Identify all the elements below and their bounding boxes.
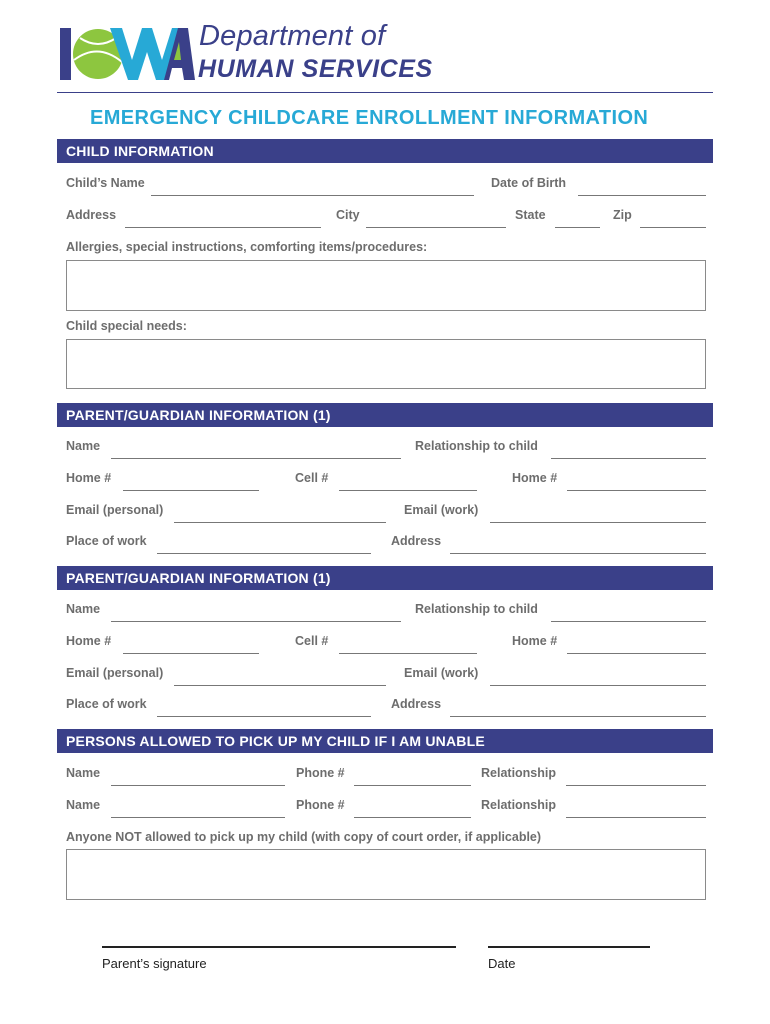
guardian1-email-work-label: Email (work) — [404, 503, 479, 517]
guardian2-cell-field[interactable] — [339, 653, 477, 654]
guardian2-place-of-work-label: Place of work — [66, 697, 147, 711]
pickup2-phone-field[interactable] — [354, 817, 471, 818]
guardian2-relationship-field[interactable] — [551, 621, 706, 622]
iowa-logo — [60, 20, 195, 82]
pickup2-relationship-field[interactable] — [566, 817, 706, 818]
guardian1-relationship-field[interactable] — [551, 458, 706, 459]
guardian1-home2-label: Home # — [512, 471, 558, 485]
not-allowed-textarea[interactable] — [66, 849, 706, 900]
guardian2-home2-label: Home # — [512, 634, 558, 648]
guardian2-home-field[interactable] — [123, 653, 259, 654]
pickup2-phone-label: Phone # — [296, 798, 345, 812]
date-of-birth-label: Date of Birth — [491, 176, 566, 190]
not-allowed-label: Anyone NOT allowed to pick up my child (with copy of court order, if applicable) — [66, 830, 542, 844]
logo-letter-i — [60, 28, 71, 80]
pickup1-relationship-field[interactable] — [566, 785, 706, 786]
child-address-label: Address — [66, 208, 117, 222]
signature-date-label: Date — [488, 956, 516, 971]
child-address-field[interactable] — [125, 227, 321, 228]
guardian1-email-work-field[interactable] — [490, 522, 706, 523]
guardian1-email-personal-field[interactable] — [174, 522, 386, 523]
pickup1-phone-field[interactable] — [354, 785, 471, 786]
section-pickup-persons: PERSONS ALLOWED TO PICK UP MY CHILD IF I AM UNABLE — [57, 729, 713, 753]
date-of-birth-field[interactable] — [578, 195, 706, 196]
section-child-information: CHILD INFORMATION — [57, 139, 713, 163]
pickup1-phone-label: Phone # — [296, 766, 345, 780]
guardian2-email-work-field[interactable] — [490, 685, 706, 686]
guardian2-home-label: Home # — [66, 634, 112, 648]
guardian2-email-work-label: Email (work) — [404, 666, 479, 680]
child-zip-label: Zip — [613, 208, 632, 222]
guardian1-home-label: Home # — [66, 471, 112, 485]
guardian1-cell-label: Cell # — [295, 471, 329, 485]
allergies-label: Allergies, special instructions, comforting items/procedures: — [66, 240, 428, 254]
pickup2-name-label: Name — [66, 798, 101, 812]
guardian2-name-field[interactable] — [111, 621, 401, 622]
section-guardian-2: PARENT/GUARDIAN INFORMATION (1) — [57, 566, 713, 590]
guardian1-address-label: Address — [391, 534, 442, 548]
childs-name-label: Child’s Name — [66, 176, 145, 190]
pickup1-name-label: Name — [66, 766, 101, 780]
guardian2-name-label: Name — [66, 602, 101, 616]
signature-date-field[interactable] — [488, 946, 650, 948]
guardian2-email-personal-field[interactable] — [174, 685, 386, 686]
childs-name-field[interactable] — [151, 195, 474, 196]
special-needs-label: Child special needs: — [66, 319, 187, 333]
guardian1-place-of-work-label: Place of work — [66, 534, 147, 548]
guardian1-home-field[interactable] — [123, 490, 259, 491]
guardian1-home2-field[interactable] — [567, 490, 706, 491]
guardian2-home2-field[interactable] — [567, 653, 706, 654]
pickup2-relationship-label: Relationship — [481, 798, 557, 812]
guardian2-relationship-label: Relationship to child — [415, 602, 538, 616]
guardian1-name-label: Name — [66, 439, 101, 453]
section-guardian-1: PARENT/GUARDIAN INFORMATION (1) — [57, 403, 713, 427]
allergies-textarea[interactable] — [66, 260, 706, 311]
pickup2-name-field[interactable] — [111, 817, 285, 818]
child-city-label: City — [336, 208, 360, 222]
child-zip-field[interactable] — [640, 227, 706, 228]
guardian1-email-personal-label: Email (personal) — [66, 503, 164, 517]
guardian2-address-label: Address — [391, 697, 442, 711]
human-services-text: HUMAN SERVICES — [198, 55, 433, 83]
pickup1-name-field[interactable] — [111, 785, 285, 786]
child-state-label: State — [515, 208, 546, 222]
child-state-field[interactable] — [555, 227, 600, 228]
header-divider — [57, 92, 713, 93]
guardian1-place-of-work-field[interactable] — [157, 553, 371, 554]
guardian1-address-field[interactable] — [450, 553, 706, 554]
child-city-field[interactable] — [366, 227, 506, 228]
form-title: EMERGENCY CHILDCARE ENROLLMENT INFORMATION — [90, 107, 649, 129]
guardian1-relationship-label: Relationship to child — [415, 439, 538, 453]
guardian1-cell-field[interactable] — [339, 490, 477, 491]
guardian2-email-personal-label: Email (personal) — [66, 666, 164, 680]
guardian1-name-field[interactable] — [111, 458, 401, 459]
parent-signature-field[interactable] — [102, 946, 456, 948]
parent-signature-label: Parent’s signature — [102, 956, 207, 971]
special-needs-textarea[interactable] — [66, 339, 706, 389]
guardian2-cell-label: Cell # — [295, 634, 329, 648]
guardian2-address-field[interactable] — [450, 716, 706, 717]
pickup1-relationship-label: Relationship — [481, 766, 557, 780]
guardian2-place-of-work-field[interactable] — [157, 716, 371, 717]
department-of-text: Department of — [199, 20, 386, 52]
